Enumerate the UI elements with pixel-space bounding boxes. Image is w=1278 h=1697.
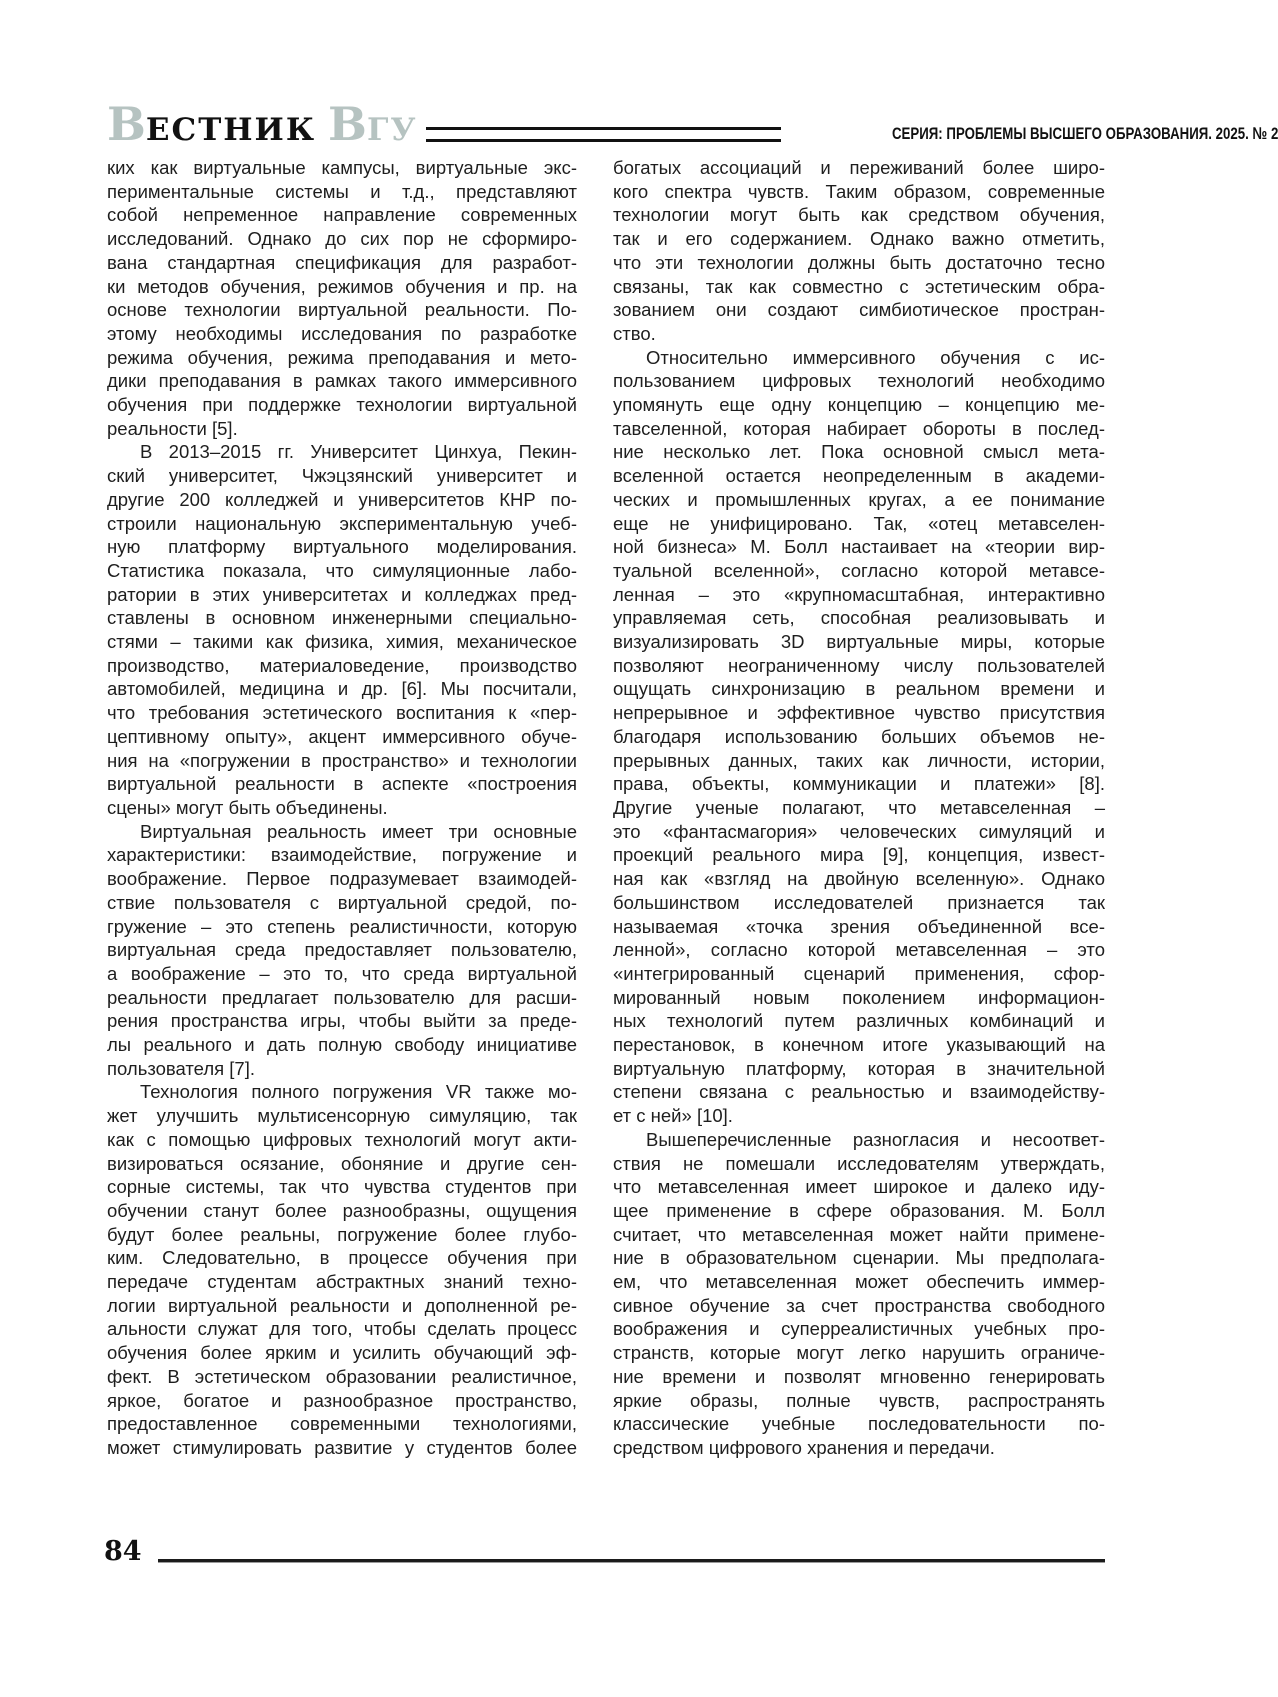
text-line: большинством исследователей признается так — [613, 891, 1105, 913]
text-line: производство, материаловедение, производство — [107, 654, 577, 676]
text-line: основе технологии виртуальной реальности. По- — [107, 299, 577, 321]
text-line: Другие ученые полагают, что метавселенная – — [613, 796, 1105, 818]
text-line: гружение – это степень реалистичности, которую — [107, 915, 577, 937]
text-line: Относительно иммерсивного обучения с ис- — [646, 346, 1105, 368]
text-line: называемая «точка зрения объединенной все- — [613, 915, 1105, 937]
text-line: зованием они создают симбиотическое простран- — [613, 299, 1105, 321]
text-line: пользованием цифровых технологий необходимо — [613, 370, 1105, 392]
left-column — [107, 156, 577, 1460]
text-line: другие 200 колледжей и университетов КНР по- — [107, 488, 577, 510]
text-line: средством цифрового хранения и передачи. — [613, 1436, 995, 1458]
text-line: ной бизнеса» М. Болл настаивает на «теории вир- — [613, 536, 1105, 558]
text-line: что метавселенная имеет широкое и далеко иду- — [613, 1176, 1105, 1198]
text-line: исследований. Однако до сих пор не сформиро- — [107, 228, 577, 250]
text-line: ная как «взгляд на двойную вселенную». Однако — [613, 868, 1105, 890]
text-line: логии виртуальной реальности и дополненной ре- — [107, 1294, 577, 1316]
text-line: Технология полного погружения VR также мо- — [140, 1081, 577, 1103]
text-line: сорные системы, так что чувства студентов при — [107, 1176, 577, 1198]
text-line: управляемая сеть, способная реализовывать и — [613, 607, 1105, 629]
text-line: ние в образовательном сценарии. Мы предполага- — [613, 1247, 1105, 1269]
text-line: предоставленное современными технологиями, — [107, 1413, 577, 1435]
text-line: рения пространства игры, чтобы выйти за преде- — [107, 1010, 577, 1032]
text-line: ки методов обучения, режимов обучения и пр. на — [107, 275, 577, 297]
text-line: ных технологий путем различных комбинаций и — [613, 1010, 1105, 1032]
text-line: реальности [5]. — [107, 417, 238, 439]
text-line: сивное обучение за счет пространства свободного — [613, 1294, 1105, 1316]
text-line: ленная – это «крупномасштабная, интерактивно — [613, 583, 1105, 605]
text-line: ощущать синхронизацию в реальном времени и — [613, 678, 1105, 700]
text-line: вселенной остается неопределенным в академи- — [613, 465, 1105, 487]
paragraph — [107, 156, 577, 440]
series-title: СЕРИЯ: ПРОБЛЕМЫ ВЫСШЕГО ОБРАЗОВАНИЯ. 2025. № 2 — [891, 124, 1278, 143]
text-line: виртуальной реальности в аспекте «построения — [107, 773, 577, 795]
text-line: ем, что метавселенная может обеспечить иммер- — [613, 1271, 1105, 1293]
text-line: ную платформу виртуального моделирования. — [107, 536, 577, 558]
text-line: странств, которые могут легко нарушить ограниче- — [613, 1342, 1105, 1364]
text-line: перестановок, в конечном итоге указывающий на — [613, 1034, 1105, 1056]
text-line: обучения более ярким и усилить обучающий эф- — [107, 1342, 577, 1364]
text-line: щее применение в сфере образования. М. Болл — [613, 1199, 1105, 1221]
text-line: дики преподавания в рамках такого иммерсивного — [107, 370, 577, 392]
text-line: альности служат для того, чтобы сделать процесс — [107, 1318, 577, 1340]
text-line: это «фантасмагория» человеческих симуляций и — [613, 820, 1105, 842]
page-footer — [104, 1538, 1105, 1565]
text-line: яркое, богатое и разнообразное пространство, — [107, 1389, 577, 1411]
right-column — [613, 156, 1105, 1460]
text-line: еще не унифицировано. Так, «отец метавселен- — [613, 512, 1105, 534]
text-line: что требования эстетического воспитания к «пер- — [107, 702, 577, 724]
text-line: непрерывное и эффективное чувство присутствия — [613, 702, 1105, 724]
footer-rule — [158, 1559, 1105, 1562]
text-line: цептивному опыту», акцент иммерсивного обуче- — [107, 725, 577, 747]
text-line: периментальные системы и т.д., представляют — [107, 180, 577, 202]
text-line: кого спектра чувств. Таким образом, современные — [613, 180, 1105, 202]
paragraph — [107, 820, 577, 1081]
text-line: воображения и суперреалистичных учебных про- — [613, 1318, 1105, 1340]
text-line: может стимулировать развитие у студентов более — [107, 1436, 577, 1458]
text-line: благодаря использованию больших объемов не- — [613, 725, 1105, 747]
text-line: ких как виртуальные кампусы, виртуальные экс- — [107, 157, 577, 178]
text-line: ние времени и позволят мгновенно генерировать — [613, 1365, 1105, 1387]
paragraph — [107, 1080, 577, 1459]
text-line: характеристики: взаимодействие, погружение и — [107, 844, 577, 866]
text-line: как с помощью цифровых технологий могут акти- — [107, 1128, 577, 1150]
paragraph — [613, 1128, 1105, 1460]
text-line: виртуальную платформу, которая в значительной — [613, 1057, 1105, 1079]
text-line: «интегрированный сценарий применения, сфор- — [613, 962, 1105, 984]
page-header — [107, 97, 1278, 151]
text-line: фект. В эстетическом образовании реалистичное, — [107, 1365, 577, 1387]
text-line: этому необходимы исследования по разработке — [107, 322, 577, 344]
text-line: мированный новым поколением информацион- — [613, 986, 1105, 1008]
text-line: обучения при поддержке технологии виртуальной — [107, 394, 577, 416]
text-line: ратории в этих университетах и колледжах пред- — [107, 583, 577, 605]
text-line: права, объекты, коммуникации и платежи» [8]. — [613, 773, 1105, 795]
text-line: передаче студентам абстрактных знаний техно- — [107, 1271, 577, 1293]
text-line: туальной вселенной», согласно которой метавсе- — [613, 559, 1105, 581]
text-line: автомобилей, медицина и др. [6]. Мы посчитали, — [107, 678, 577, 700]
text-line: ет с ней» [10]. — [613, 1105, 733, 1127]
text-line: проекций реального мира [9], концепция, извест- — [613, 844, 1105, 866]
text-line: жет улучшить мультисенсорную симуляцию, так — [107, 1105, 577, 1127]
text-line: тавселенной, которая набирает обороты в послед- — [613, 417, 1105, 439]
journal-logo — [107, 97, 418, 151]
text-line: ство. — [613, 322, 656, 344]
series-title-box — [783, 124, 1278, 144]
text-line: степени связана с реальностью и взаимодейству- — [613, 1081, 1105, 1103]
text-line: яркие образы, полные чувств, распространять — [613, 1389, 1105, 1411]
text-line: визуализировать 3D виртуальные миры, которые — [613, 631, 1105, 653]
text-line: будут более реальны, погружение более глубо- — [107, 1223, 577, 1245]
text-line: реальности предлагает пользователю для расши- — [107, 986, 577, 1008]
paragraph — [107, 440, 577, 819]
page-number: 84 — [104, 1536, 142, 1567]
text-line: Статистика показала, что симуляционные лабо- — [107, 559, 577, 581]
logo-initial-vgu: В — [328, 97, 367, 151]
text-line: строили национальную экспериментальную учеб- — [107, 512, 577, 534]
header-double-rule — [426, 127, 782, 142]
text-line: ленной», согласно которой метавселенная – это — [613, 939, 1105, 961]
text-line: виртуальная среда предоставляет пользователю, — [107, 939, 577, 961]
logo-word-vestnik: ЕСТНИК — [145, 112, 317, 148]
text-line: связаны, так как совместно с эстетическим обра- — [613, 275, 1105, 297]
text-line: обучении станут более разнообразны, ощущения — [107, 1199, 577, 1221]
article-body — [107, 156, 1105, 1460]
logo-initial-vestnik: В — [107, 97, 146, 151]
text-line: воображение. Первое подразумевает взаимодей- — [107, 868, 577, 890]
text-line: В 2013–2015 гг. Университет Цинхуа, Пекин- — [140, 441, 577, 463]
text-line: стями – такими как физика, химия, механическое — [107, 631, 577, 653]
text-line: ким. Следовательно, в процессе обучения при — [107, 1247, 577, 1269]
text-line: Виртуальная реальность имеет три основные — [140, 820, 577, 842]
text-line: ния на «погружении в пространство» и технологии — [107, 749, 577, 771]
paragraph — [613, 346, 1105, 1128]
text-line: ние несколько лет. Пока основной смысл мета- — [613, 441, 1105, 463]
text-line: вана стандартная спецификация для разработ- — [107, 251, 577, 273]
paragraph — [613, 156, 1105, 346]
text-line: классические учебные последовательности по- — [613, 1413, 1105, 1435]
text-line: прерывных данных, таких как личности, истории, — [613, 749, 1105, 771]
text-line: упомянуть еще одну концепцию – концепцию ме- — [613, 394, 1105, 416]
text-line: ский университет, Чжэцзянский университет и — [107, 465, 577, 487]
text-line: режима обучения, режима преподавания и мето- — [107, 346, 577, 368]
text-line: Вышеперечисленные разногласия и несоответ- — [646, 1128, 1105, 1150]
text-line: сцены» могут быть объединены. — [107, 796, 388, 818]
text-line: ствия не помешали исследователям утверждать, — [613, 1152, 1105, 1174]
text-line: пользователя [7]. — [107, 1057, 255, 1079]
text-line: визироваться осязание, обоняние и другие сен- — [107, 1152, 577, 1174]
text-line: позволяют неограниченному числу пользователей — [613, 654, 1105, 676]
text-line: ческих и промышленных кругах, а ее понимание — [613, 488, 1105, 510]
logo-word-vgu: ГУ — [366, 112, 418, 148]
text-line: а воображение – это то, что среда виртуальной — [107, 962, 577, 984]
text-line: так и его содержанием. Однако важно отметить, — [613, 228, 1105, 250]
text-line: технологии могут быть как средством обучения, — [613, 204, 1105, 226]
text-line: что эти технологии должны быть достаточно тесно — [613, 251, 1105, 273]
text-line: богатых ассоциаций и переживаний более широ- — [613, 157, 1105, 178]
text-line: собой непременное направление современных — [107, 204, 577, 226]
text-line: считает, что метавселенная может найти примене- — [613, 1223, 1105, 1245]
text-line: ставлены в основном инженерными специально- — [107, 607, 577, 629]
text-line: ствие пользователя с виртуальной средой, по- — [107, 891, 577, 913]
text-line: лы реального и дать полную свободу инициативе — [107, 1034, 577, 1056]
